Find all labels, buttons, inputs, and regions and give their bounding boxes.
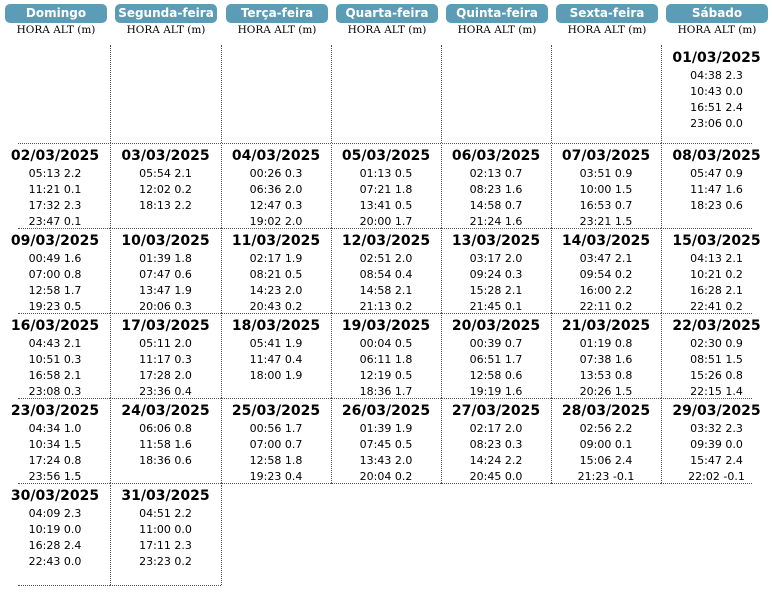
tide-entry: 08:21 0.5 — [249, 268, 303, 281]
tide-entry: 18:23 0.6 — [690, 199, 743, 212]
row-divider — [110, 228, 221, 229]
tide-entry: 11:21 0.1 — [28, 183, 82, 196]
tide-entry: 23:08 0.3 — [28, 385, 82, 398]
day-cell — [661, 400, 772, 483]
day-cell — [331, 145, 441, 228]
tide-entry: 17:32 2.3 — [28, 199, 82, 212]
tide-entry: 12:58 1.8 — [249, 454, 303, 467]
tide-entry: 03:17 2.0 — [469, 252, 523, 265]
day-cell — [110, 145, 221, 228]
tide-entry: 19:23 0.5 — [28, 300, 82, 313]
day-cell — [331, 315, 441, 398]
day-header: Quarta-feira — [336, 4, 438, 23]
tide-entry: 12:58 0.6 — [469, 369, 523, 382]
tide-entry: 11:00 0.0 — [139, 523, 192, 536]
column-label: HORA ALT (m) — [126, 24, 206, 36]
tide-entry: 08:54 0.4 — [359, 268, 413, 281]
tide-entry: 20:04 0.2 — [359, 470, 413, 483]
tide-entry: 21:24 1.6 — [469, 215, 523, 228]
date-label: 10/03/2025 — [121, 233, 210, 249]
row-divider — [661, 313, 752, 314]
row-divider — [661, 483, 752, 484]
row-divider — [18, 313, 110, 314]
tide-entry: 04:43 2.1 — [28, 337, 82, 350]
tide-entry: 19:02 2.0 — [249, 215, 303, 228]
row-divider — [110, 398, 221, 399]
tide-entry: 12:58 1.7 — [28, 284, 82, 297]
tide-entry: 20:45 0.0 — [469, 470, 523, 483]
date-label: 28/03/2025 — [561, 403, 651, 419]
row-divider — [551, 228, 661, 229]
tide-entry: 09:39 0.0 — [690, 438, 743, 451]
tide-entry: 07:38 1.6 — [579, 353, 633, 366]
tide-entry: 12:02 0.2 — [139, 183, 192, 196]
tide-entry: 14:58 0.7 — [469, 199, 523, 212]
tide-entry: 09:54 0.2 — [579, 268, 633, 281]
date-label: 21/03/2025 — [561, 318, 651, 334]
tide-entry: 17:24 0.8 — [28, 454, 82, 467]
date-label: 29/03/2025 — [672, 403, 761, 419]
tide-entry: 15:47 2.4 — [690, 454, 743, 467]
tide-entry: 10:43 0.0 — [690, 85, 743, 98]
tide-entry: 13:41 0.5 — [359, 199, 413, 212]
cell-divider — [331, 45, 332, 143]
tide-entry: 14:58 2.1 — [359, 284, 413, 297]
tide-entry: 09:24 0.3 — [469, 268, 523, 281]
date-label: 18/03/2025 — [231, 318, 321, 334]
tide-entry: 20:00 1.7 — [359, 215, 413, 228]
tide-entry: 16:58 2.1 — [28, 369, 82, 382]
tide-entry: 23:06 0.0 — [690, 117, 743, 130]
row-divider — [551, 313, 661, 314]
tide-entry: 21:13 0.2 — [359, 300, 413, 313]
date-label: 26/03/2025 — [341, 403, 431, 419]
date-label: 30/03/2025 — [10, 488, 100, 504]
tide-entry: 04:13 2.1 — [690, 252, 743, 265]
day-cell — [0, 400, 110, 483]
day-header: Segunda-feira — [115, 4, 217, 23]
tide-entry: 06:06 0.8 — [139, 422, 192, 435]
tide-entry: 23:56 1.5 — [28, 470, 82, 483]
date-label: 25/03/2025 — [231, 403, 321, 419]
tide-entry: 04:09 2.3 — [28, 507, 82, 520]
tide-entry: 06:11 1.8 — [359, 353, 413, 366]
date-label: 27/03/2025 — [451, 403, 541, 419]
row-divider — [331, 228, 441, 229]
tide-entry: 21:23 -0.1 — [577, 470, 635, 483]
row-divider — [221, 483, 331, 484]
row-divider — [110, 483, 221, 484]
tide-entry: 04:51 2.2 — [139, 507, 192, 520]
column-label: HORA ALT (m) — [16, 24, 96, 36]
tide-entry: 02:51 2.0 — [359, 252, 413, 265]
date-label: 24/03/2025 — [121, 403, 210, 419]
date-label: 12/03/2025 — [341, 233, 431, 249]
tide-entry: 04:34 1.0 — [28, 422, 82, 435]
tide-entry: 22:11 0.2 — [579, 300, 633, 313]
tide-entry: 07:00 0.7 — [249, 438, 303, 451]
tide-entry: 08:23 1.6 — [469, 183, 523, 196]
day-cell — [441, 400, 551, 483]
cell-divider — [661, 45, 662, 143]
tide-entry: 11:47 0.4 — [249, 353, 303, 366]
row-divider — [18, 398, 110, 399]
date-label: 23/03/2025 — [10, 403, 100, 419]
tide-entry: 18:00 1.9 — [249, 369, 303, 382]
tide-entry: 03:51 0.9 — [579, 167, 633, 180]
tide-entry: 16:53 0.7 — [579, 199, 633, 212]
day-cell — [0, 230, 110, 313]
tide-entry: 14:23 2.0 — [249, 284, 303, 297]
tide-entry: 06:51 1.7 — [469, 353, 523, 366]
row-divider — [110, 313, 221, 314]
tide-entry: 10:51 0.3 — [28, 353, 82, 366]
column-label: HORA ALT (m) — [457, 24, 537, 36]
cell-divider — [221, 485, 222, 585]
date-label: 13/03/2025 — [451, 233, 541, 249]
day-cell — [0, 315, 110, 398]
row-divider — [110, 585, 221, 586]
tide-entry: 14:24 2.2 — [469, 454, 523, 467]
tide-entry: 16:51 2.4 — [690, 101, 743, 114]
day-header: Sexta-feira — [556, 4, 658, 23]
tide-entry: 01:19 0.8 — [579, 337, 633, 350]
day-cell — [331, 400, 441, 483]
day-cell — [110, 485, 221, 585]
row-divider — [441, 228, 551, 229]
tide-entry: 12:19 0.5 — [359, 369, 413, 382]
row-divider — [331, 313, 441, 314]
tide-entry: 08:23 0.3 — [469, 438, 523, 451]
date-label: 01/03/2025 — [672, 50, 761, 66]
tide-entry: 16:28 2.1 — [690, 284, 743, 297]
row-divider — [441, 313, 551, 314]
day-cell — [551, 400, 661, 483]
row-divider — [441, 483, 551, 484]
date-label: 14/03/2025 — [561, 233, 651, 249]
day-cell — [221, 400, 331, 483]
date-label: 05/03/2025 — [341, 148, 431, 164]
tide-entry: 07:45 0.5 — [359, 438, 413, 451]
row-divider — [551, 483, 661, 484]
day-header: Terça-feira — [226, 4, 328, 23]
tide-entry: 05:41 1.9 — [249, 337, 303, 350]
tide-entry: 02:13 0.7 — [469, 167, 523, 180]
tide-entry: 20:43 0.2 — [249, 300, 303, 313]
row-divider — [18, 228, 110, 229]
tide-entry: 05:11 2.0 — [139, 337, 192, 350]
column-label: HORA ALT (m) — [237, 24, 317, 36]
tide-entry: 21:45 0.1 — [469, 300, 523, 313]
day-header: Domingo — [5, 4, 107, 23]
row-divider — [18, 143, 661, 144]
day-cell — [221, 230, 331, 313]
tide-entry: 23:36 0.4 — [139, 385, 192, 398]
tide-entry: 07:21 1.8 — [359, 183, 413, 196]
tide-entry: 11:47 1.6 — [690, 183, 743, 196]
column-label: HORA ALT (m) — [677, 24, 757, 36]
date-label: 08/03/2025 — [672, 148, 761, 164]
tide-entry: 12:47 0.3 — [249, 199, 303, 212]
date-label: 15/03/2025 — [672, 233, 761, 249]
tide-entry: 03:32 2.3 — [690, 422, 743, 435]
tide-entry: 02:17 2.0 — [469, 422, 523, 435]
tide-entry: 23:47 0.1 — [28, 215, 82, 228]
day-header: Sábado — [666, 4, 768, 23]
row-divider — [661, 228, 752, 229]
day-cell — [331, 230, 441, 313]
tide-entry: 10:00 1.5 — [579, 183, 633, 196]
column-label: HORA ALT (m) — [347, 24, 427, 36]
tide-entry: 05:47 0.9 — [690, 167, 743, 180]
tide-entry: 10:34 1.5 — [28, 438, 82, 451]
day-cell — [661, 145, 772, 228]
date-label: 20/03/2025 — [451, 318, 541, 334]
day-header: Quinta-feira — [446, 4, 548, 23]
tide-entry: 05:54 2.1 — [139, 167, 192, 180]
tide-entry: 20:26 1.5 — [579, 385, 633, 398]
tide-entry: 01:13 0.5 — [359, 167, 413, 180]
tide-entry: 22:43 0.0 — [28, 555, 82, 568]
tide-entry: 00:49 1.6 — [28, 252, 82, 265]
tide-entry: 16:28 2.4 — [28, 539, 82, 552]
tide-entry: 11:58 1.6 — [139, 438, 192, 451]
date-label: 04/03/2025 — [231, 148, 321, 164]
tide-entry: 09:00 0.1 — [579, 438, 633, 451]
row-divider — [661, 143, 752, 144]
tide-entry: 18:13 2.2 — [139, 199, 192, 212]
tide-entry: 15:06 2.4 — [579, 454, 633, 467]
date-label: 11/03/2025 — [231, 233, 321, 249]
row-divider — [18, 483, 110, 484]
tide-entry: 02:30 0.9 — [690, 337, 743, 350]
day-cell — [661, 315, 772, 398]
tide-entry: 13:53 0.8 — [579, 369, 633, 382]
day-cell — [0, 485, 110, 585]
day-cell — [110, 230, 221, 313]
tide-entry: 19:23 0.4 — [249, 470, 303, 483]
row-divider — [331, 398, 441, 399]
date-label: 16/03/2025 — [10, 318, 100, 334]
tide-entry: 02:56 2.2 — [579, 422, 633, 435]
day-cell — [110, 400, 221, 483]
row-divider — [331, 483, 441, 484]
tide-entry: 00:26 0.3 — [249, 167, 303, 180]
row-divider — [221, 398, 331, 399]
tide-entry: 01:39 1.9 — [359, 422, 413, 435]
date-label: 09/03/2025 — [10, 233, 100, 249]
tide-entry: 00:04 0.5 — [359, 337, 413, 350]
date-label: 03/03/2025 — [121, 148, 210, 164]
tide-entry: 02:17 1.9 — [249, 252, 303, 265]
tide-entry: 15:26 0.8 — [690, 369, 743, 382]
cell-divider — [221, 45, 222, 143]
tide-entry: 16:00 2.2 — [579, 284, 633, 297]
date-label: 31/03/2025 — [121, 488, 210, 504]
day-cell — [110, 315, 221, 398]
tide-entry: 18:36 1.7 — [359, 385, 413, 398]
tide-entry: 22:15 1.4 — [690, 385, 743, 398]
day-cell — [551, 145, 661, 228]
tide-entry: 10:21 0.2 — [690, 268, 743, 281]
tide-entry: 06:36 2.0 — [249, 183, 303, 196]
row-divider — [661, 398, 752, 399]
row-divider — [221, 313, 331, 314]
tide-entry: 03:47 2.1 — [579, 252, 633, 265]
day-cell — [551, 230, 661, 313]
tide-entry: 19:19 1.6 — [469, 385, 523, 398]
tide-entry: 18:36 0.6 — [139, 454, 192, 467]
day-cell — [441, 230, 551, 313]
date-label: 02/03/2025 — [10, 148, 100, 164]
day-cell — [551, 315, 661, 398]
date-label: 07/03/2025 — [561, 148, 651, 164]
tide-entry: 00:39 0.7 — [469, 337, 523, 350]
tide-entry: 13:47 1.9 — [139, 284, 192, 297]
tide-entry: 23:23 0.2 — [139, 555, 192, 568]
tide-entry: 17:11 2.3 — [139, 539, 192, 552]
day-cell — [661, 230, 772, 313]
tide-entry: 23:21 1.5 — [579, 215, 633, 228]
day-cell — [441, 145, 551, 228]
tide-entry: 07:00 0.8 — [28, 268, 82, 281]
day-cell — [221, 315, 331, 398]
tide-entry: 11:17 0.3 — [139, 353, 192, 366]
cell-divider — [441, 45, 442, 143]
tide-entry: 13:43 2.0 — [359, 454, 413, 467]
row-divider — [441, 398, 551, 399]
tide-entry: 22:02 -0.1 — [688, 470, 745, 483]
tide-entry: 08:51 1.5 — [690, 353, 743, 366]
cell-divider — [551, 45, 552, 143]
date-label: 19/03/2025 — [341, 318, 431, 334]
tide-entry: 07:47 0.6 — [139, 268, 192, 281]
row-divider — [18, 585, 110, 586]
tide-entry: 15:28 2.1 — [469, 284, 523, 297]
date-label: 06/03/2025 — [451, 148, 541, 164]
tide-entry: 20:06 0.3 — [139, 300, 192, 313]
date-label: 22/03/2025 — [672, 318, 761, 334]
tide-entry: 01:39 1.8 — [139, 252, 192, 265]
row-divider — [551, 398, 661, 399]
tide-entry: 10:19 0.0 — [28, 523, 82, 536]
day-cell — [661, 45, 772, 143]
tide-entry: 00:56 1.7 — [249, 422, 303, 435]
day-cell — [441, 315, 551, 398]
cell-divider — [110, 45, 111, 143]
row-divider — [221, 228, 331, 229]
day-cell — [221, 145, 331, 228]
column-label: HORA ALT (m) — [567, 24, 647, 36]
tide-entry: 22:41 0.2 — [690, 300, 743, 313]
tide-entry: 17:28 2.0 — [139, 369, 192, 382]
day-cell — [0, 145, 110, 228]
date-label: 17/03/2025 — [121, 318, 210, 334]
tide-entry: 05:13 2.2 — [28, 167, 82, 180]
tide-entry: 04:38 2.3 — [690, 69, 743, 82]
